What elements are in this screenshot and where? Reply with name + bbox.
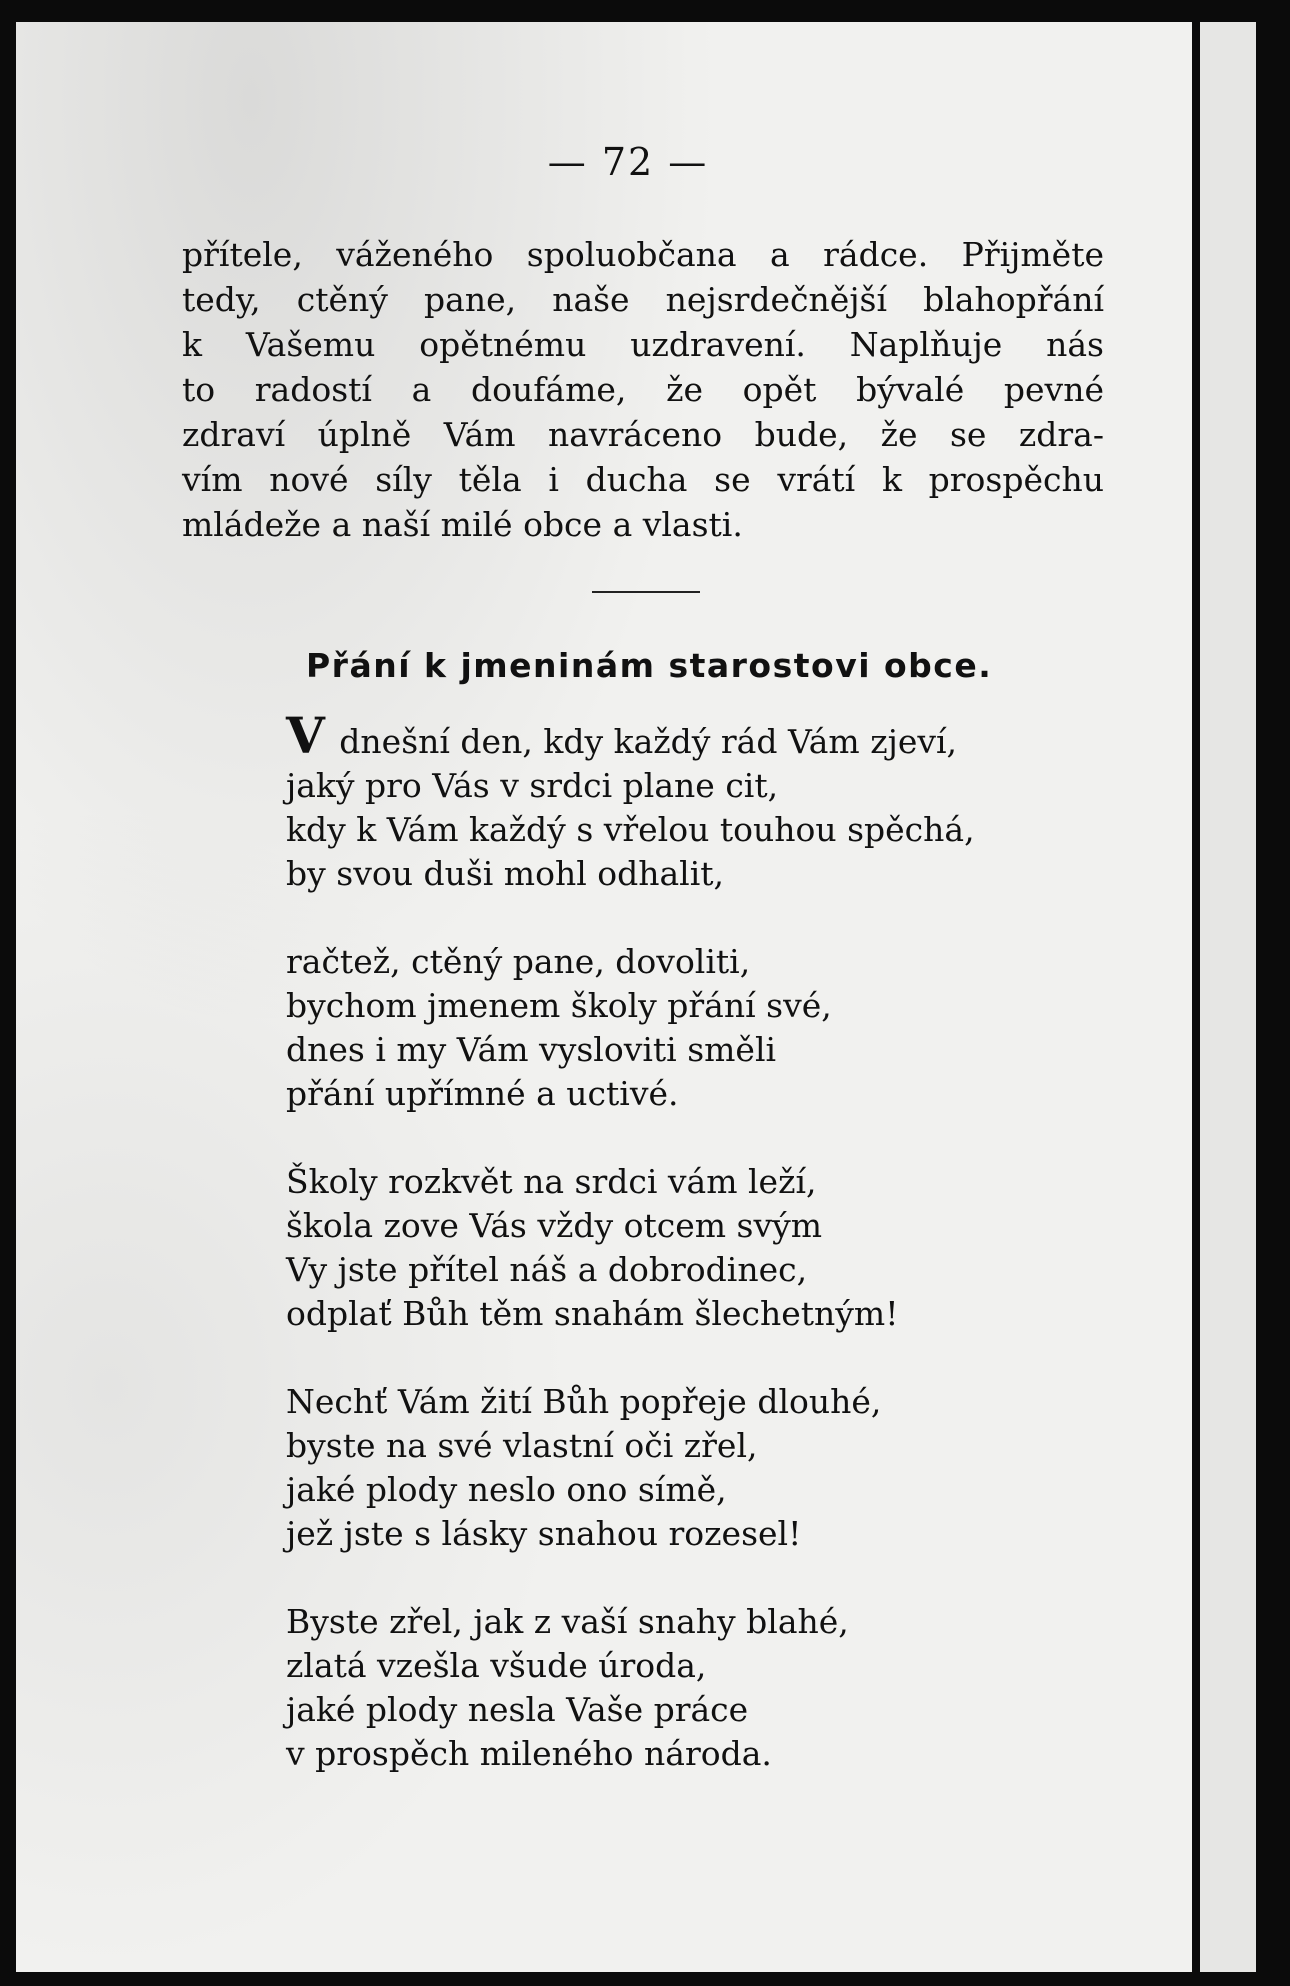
poem-line [286, 706, 1106, 765]
poem-line: Byste zřel, jak z vaší snahy blahé, [286, 1602, 849, 1641]
poem-line: jaké plody neslo ono símě, [286, 1470, 727, 1509]
page-gutter [1200, 22, 1256, 1972]
poem-line: dnes i my Vám vysloviti směli [286, 1030, 777, 1069]
poem-stanza [286, 706, 1106, 896]
poem-line: Nechť Vám žití Bůh popřeje dlouhé, [286, 1382, 882, 1421]
poem-line: škola zove Vás vždy otcem svým [286, 1206, 823, 1245]
poem-line: jež jste s lásky snahou rozesel! [286, 1514, 802, 1553]
prose-paragraph [182, 232, 1104, 547]
poem-line: Vy jste přítel náš a dobrodinec, [286, 1250, 808, 1289]
prose-line: tedy, ctěný pane, naše nejsrdečnější blahopřání [182, 280, 1104, 319]
poem-line: bychom jmenem školy přání své, [286, 986, 832, 1025]
poem-line: jaký pro Vás v srdci plane cit, [286, 766, 779, 805]
prose-line: přítele, váženého spoluobčana a rádce. Přijměte [182, 235, 1104, 274]
poem-line: by svou duši mohl odhalit, [286, 854, 725, 893]
poem-stanza [286, 1160, 1106, 1336]
poem-stanza [286, 1380, 1106, 1556]
section-divider [592, 591, 700, 593]
page-number: — 72 — [547, 140, 709, 184]
poem-line: jaké plody nesla Vaše práce [286, 1690, 749, 1729]
poem-stanza [286, 1600, 1106, 1776]
poem [286, 706, 1106, 1820]
poem-line: byste na své vlastní oči zřel, [286, 1426, 758, 1465]
prose-line: mládeže a naší milé obce a vlasti. [182, 505, 743, 544]
prose-line: to radostí a doufáme, že opět bývalé pevné [182, 370, 1104, 409]
poem-line: v prospěch mileného národa. [286, 1734, 772, 1773]
drop-cap: V [286, 706, 325, 765]
prose-line: zdraví úplně Vám navráceno bude, že se zdra- [182, 415, 1104, 454]
poem-line: odplať Bůh těm snahám šlechetným! [286, 1294, 899, 1333]
poem-line: kdy k Vám každý s vřelou touhou spěchá, [286, 810, 975, 849]
poem-line-text: dnešní den, kdy každý rád Vám zjeví, [339, 722, 958, 761]
poem-stanza [286, 940, 1106, 1116]
poem-line: přání upřímné a uctivé. [286, 1074, 679, 1113]
poem-line: račtež, ctěný pane, dovoliti, [286, 942, 751, 981]
prose-line: k Vašemu opětnému uzdravení. Naplňuje nás [182, 325, 1104, 364]
prose-line: vím nové síly těla i ducha se vrátí k prospěchu [182, 460, 1104, 499]
poem-line: Školy rozkvět na srdci vám leží, [286, 1162, 817, 1201]
poem-line: zlatá vzešla všude úroda, [286, 1646, 707, 1685]
poem-title: Přání k jmeninám starostovi obce. [306, 646, 993, 685]
scan-edge [1256, 0, 1290, 1986]
